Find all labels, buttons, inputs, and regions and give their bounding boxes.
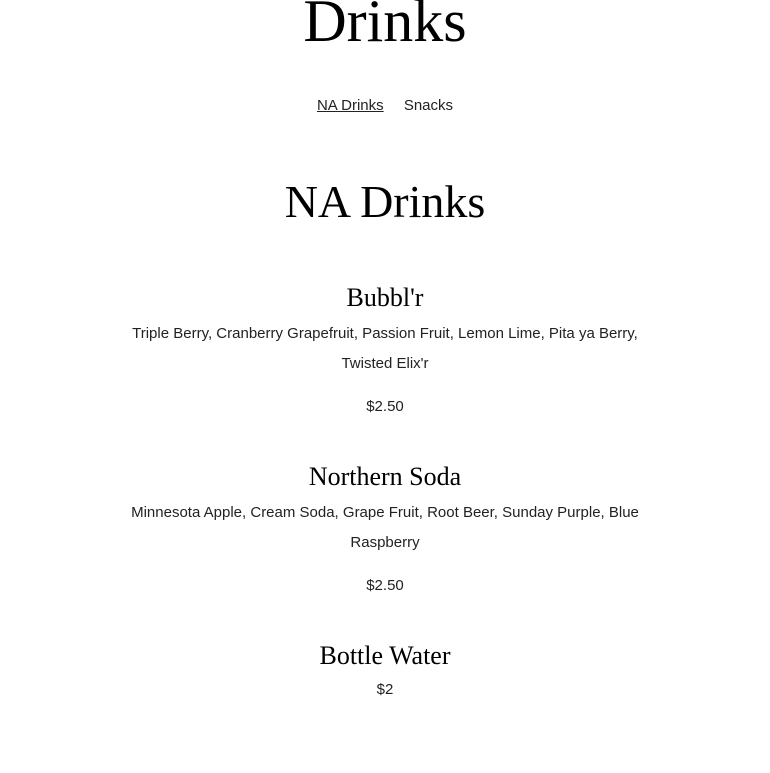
menu-item: [0, 282, 770, 417]
menu-item-description: Minnesota Apple, Cream Soda, Grape Fruit, Root Beer, Sunday Purple, Blue Raspberry: [131, 504, 639, 551]
menu-item-description: Triple Berry, Cranberry Grapefruit, Passion Fruit, Lemon Lime, Pita ya Berry, Twisted Elix'r: [132, 325, 638, 372]
menu-item-name: Bubbl'r: [346, 283, 424, 312]
menu-item-name: Bottle Water: [319, 641, 451, 670]
section-title: NA Drinks: [284, 176, 486, 227]
category-nav: [0, 96, 770, 116]
menu-item: [0, 461, 770, 596]
nav-link-na-drinks[interactable]: NA Drinks: [316, 97, 384, 114]
menu-item-price: $2.50: [366, 398, 404, 415]
menu-item: [0, 640, 770, 700]
menu-item-price: $2.50: [366, 577, 404, 594]
menu-item-name: Northern Soda: [308, 462, 462, 491]
menu-item-price: $2: [376, 681, 394, 698]
nav-link-snacks[interactable]: Snacks: [403, 97, 454, 114]
page-title: Drinks: [303, 0, 467, 54]
